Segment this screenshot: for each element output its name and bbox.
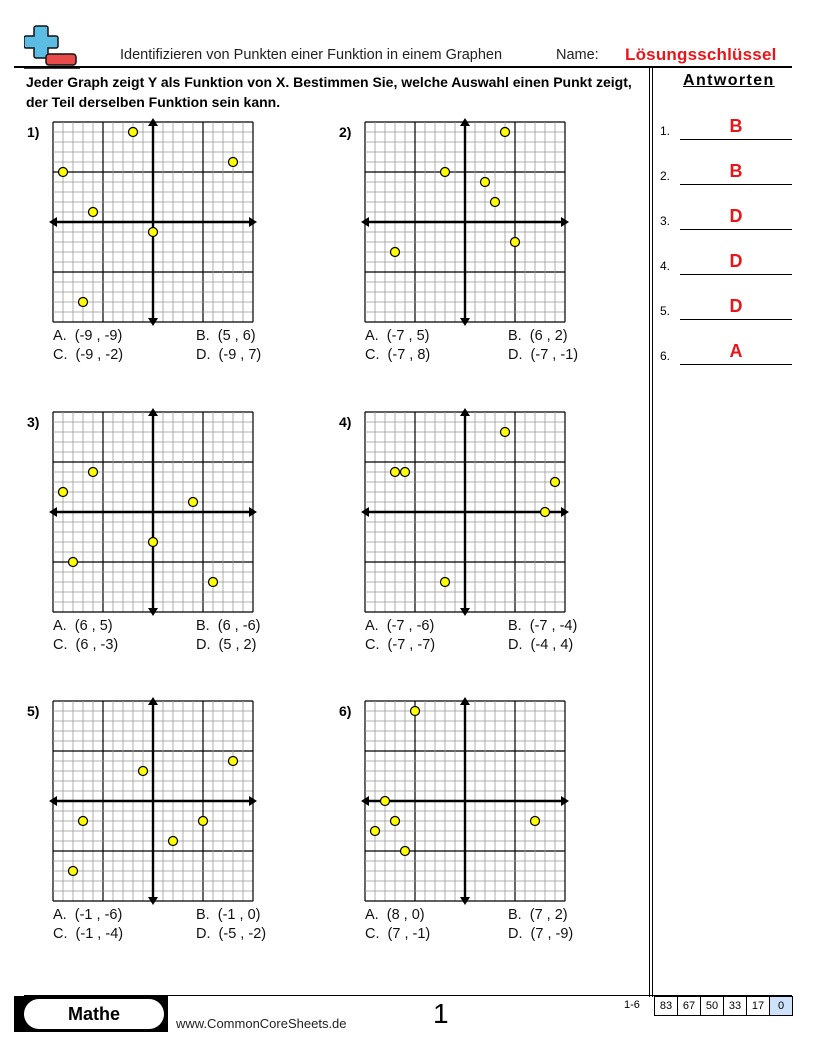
choice-a: A. (-7 , -6) — [365, 618, 435, 634]
choice-c: C. (-9 , -2) — [53, 347, 124, 363]
choice-d: D. (-4 , 4) — [508, 637, 574, 653]
answer-row — [660, 341, 792, 365]
data-point — [229, 757, 238, 766]
score-range-label: 1-6 — [624, 999, 640, 1011]
data-point — [411, 707, 420, 716]
answer-column-divider — [649, 67, 650, 997]
choice-b: B. (7 , 2) — [508, 907, 568, 923]
data-point — [391, 817, 400, 826]
coordinate-graph — [360, 407, 570, 617]
answer-value: B — [729, 116, 743, 136]
data-point — [531, 817, 540, 826]
answer-blank-line — [680, 319, 792, 320]
answer-row — [660, 206, 792, 230]
choice-c: C. (-1 , -4) — [53, 926, 124, 942]
coordinate-graph — [360, 696, 570, 906]
answer-number: 6. — [660, 349, 671, 363]
choice-b: B. (6 , -6) — [196, 618, 261, 634]
answer-value: D — [729, 251, 743, 271]
problem-number: 3) — [27, 414, 40, 430]
choice-d: D. (5 , 2) — [196, 637, 257, 653]
answer-row — [660, 161, 792, 185]
choice-c: C. (6 , -3) — [53, 637, 119, 653]
choice-a: A. (6 , 5) — [53, 618, 113, 634]
choice-b: B. (-1 , 0) — [196, 907, 261, 923]
answer-blank-line — [680, 139, 792, 140]
data-point — [209, 578, 218, 587]
choice-a: A. (-9 , -9) — [53, 328, 123, 344]
data-point — [189, 498, 198, 507]
data-point — [89, 468, 98, 477]
answer-number: 1. — [660, 124, 671, 138]
data-point — [391, 468, 400, 477]
answer-row — [660, 296, 792, 320]
data-point — [441, 168, 450, 177]
problem-number: 5) — [27, 703, 40, 719]
data-point — [381, 797, 390, 806]
coordinate-graph — [48, 696, 258, 906]
choice-c: C. (7 , -1) — [365, 926, 431, 942]
answer-blank-line — [680, 184, 792, 185]
answer-blank-line — [680, 274, 792, 275]
score-cell: 83 — [659, 1000, 673, 1012]
choice-d: D. (-7 , -1) — [508, 347, 579, 363]
answer-value: D — [729, 206, 743, 226]
problem-number: 4) — [339, 414, 352, 430]
answer-value: B — [729, 161, 743, 181]
data-point — [149, 228, 158, 237]
data-point — [481, 178, 490, 187]
choice-d: D. (-5 , -2) — [196, 926, 267, 942]
problem-number: 1) — [27, 124, 40, 140]
page-number: 1 — [433, 998, 449, 1029]
answer-number: 3. — [660, 214, 671, 228]
choice-a: A. (-7 , 5) — [365, 328, 430, 344]
data-point — [79, 817, 88, 826]
name-label: Name: — [556, 47, 599, 63]
answer-number: 4. — [660, 259, 671, 273]
answer-value: A — [729, 341, 743, 361]
choice-b: B. (5 , 6) — [196, 328, 256, 344]
score-cell: 33 — [723, 997, 746, 1015]
plus-minus-logo-icon — [24, 24, 80, 70]
choice-b: B. (-7 , -4) — [508, 618, 578, 634]
answer-number: 2. — [660, 169, 671, 183]
data-point — [69, 558, 78, 567]
answer-blank-line — [680, 229, 792, 230]
score-cell: 17 — [746, 997, 769, 1015]
data-point — [69, 867, 78, 876]
header-divider — [14, 66, 792, 68]
score-cell: 50 — [700, 997, 723, 1015]
data-point — [149, 538, 158, 547]
answer-blank-line — [680, 364, 792, 365]
choice-a: A. (-1 , -6) — [53, 907, 123, 923]
data-point — [139, 767, 148, 776]
problem-number: 6) — [339, 703, 352, 719]
answer-number: 5. — [660, 304, 671, 318]
answer-row — [660, 251, 792, 275]
choice-d: D. (7 , -9) — [508, 926, 574, 942]
data-point — [199, 817, 208, 826]
coordinate-graph — [48, 117, 258, 327]
data-point — [401, 847, 410, 856]
choice-d: D. (-9 , 7) — [196, 347, 262, 363]
data-point — [441, 578, 450, 587]
choice-c: C. (-7 , -7) — [365, 637, 436, 653]
data-point — [169, 837, 178, 846]
data-point — [129, 128, 138, 137]
score-table — [654, 996, 793, 1016]
coordinate-graph — [360, 117, 570, 327]
problem-number: 2) — [339, 124, 352, 140]
data-point — [229, 158, 238, 167]
data-point — [79, 298, 88, 307]
data-point — [59, 488, 68, 497]
coordinate-graph — [48, 407, 258, 617]
answers-title: Antworten — [683, 72, 775, 89]
instructions: Jeder Graph zeigt Y als Funktion von X. Bestimmen Sie, welche Auswahl einen Punkt zeigt, der Teil derselben Funktion sein kann. — [26, 74, 632, 110]
choice-c: C. (-7 , 8) — [365, 347, 431, 363]
data-point — [541, 508, 550, 517]
answer-row — [660, 116, 792, 140]
data-point — [511, 238, 520, 247]
footer-subject-badge: Mathe — [24, 999, 164, 1029]
data-point — [501, 128, 510, 137]
data-point — [59, 168, 68, 177]
worksheet-title: Identifizieren von Punkten einer Funktion in einem Graphen — [120, 47, 503, 63]
score-cell: 0 — [769, 997, 792, 1015]
score-cell: 67 — [677, 997, 700, 1015]
choice-a: A. (8 , 0) — [365, 907, 425, 923]
footer-url: www.CommonCoreSheets.de — [176, 1016, 347, 1031]
data-point — [491, 198, 500, 207]
data-point — [89, 208, 98, 217]
answer-value: D — [729, 296, 743, 316]
data-point — [501, 428, 510, 437]
data-point — [391, 248, 400, 257]
data-point — [371, 827, 380, 836]
choice-b: B. (6 , 2) — [508, 328, 568, 344]
name-value: Lösungsschlüssel — [625, 45, 777, 64]
data-point — [551, 478, 560, 487]
data-point — [401, 468, 410, 477]
